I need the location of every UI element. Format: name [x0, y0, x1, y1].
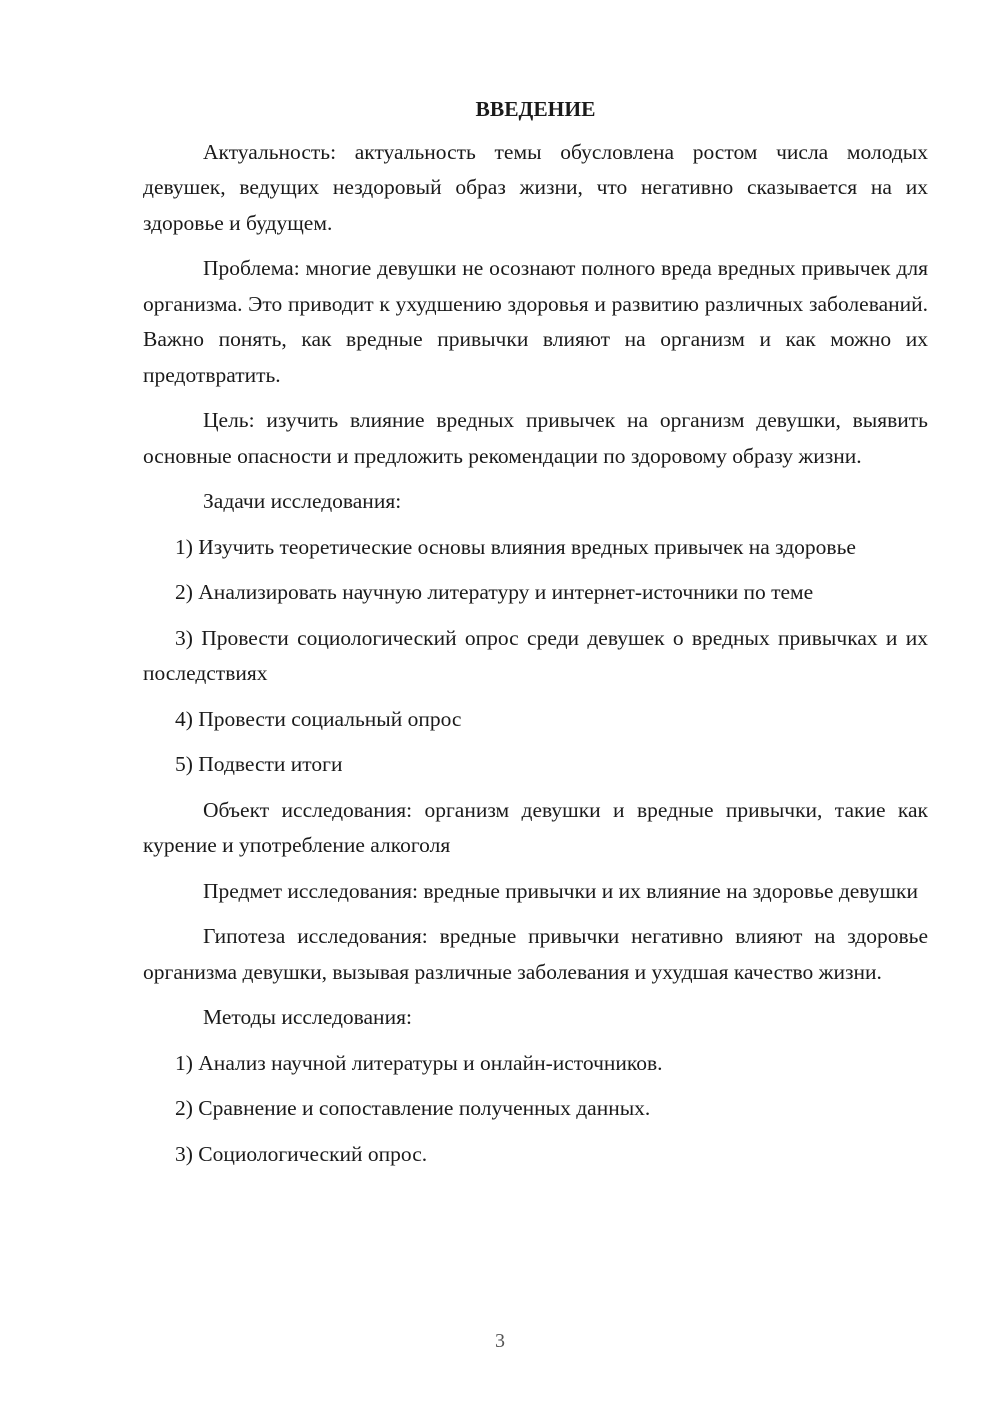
task-item-3: 3) Провести социологический опрос среди девушек о вредных привычках и их последствиях [143, 625, 928, 685]
method-item-2: 2) Сравнение и сопоставление полученных данных. [175, 1096, 651, 1120]
page-title: ВВЕДЕНИЕ [475, 97, 596, 121]
task-item-1: 1) Изучить теоретические основы влияния вредных привычек на здоровье [175, 534, 856, 559]
method-item-3: 3) Социологический опрос. [175, 1141, 428, 1166]
hypothesis-paragraph: Гипотеза исследования: вредные привычки негативно влияют на здоровье организма девушки, вызывая различные заболевания и ухудшая качество жизни. [143, 924, 928, 984]
task-item-5: 5) Подвести итоги [175, 752, 343, 776]
task-item-2: 2) Анализировать научную литературу и интернет-источники по теме [175, 580, 814, 604]
page-number: 3 [495, 1330, 505, 1352]
task-item-4: 4) Провести социальный опрос [175, 706, 462, 731]
methods-heading: Методы исследования: [203, 1005, 412, 1029]
object-paragraph: Объект исследования: организм девушки и вредные привычки, такие как курение и употребление алкоголя [143, 797, 928, 857]
problem-paragraph: Проблема: многие девушки не осознают полного вреда вредных привычек для организма. Это приводит к ухудшению здоровья и развитию различных заболеваний. Важно понять, как вредные привычки влияют на организм и как можно их предотвратить. [143, 256, 928, 387]
relevance-paragraph: Актуальность: актуальность темы обусловлена ростом числа молодых девушек, ведущих нездоровый образ жизни, что негативно сказывается на их здоровье и будущем. [143, 139, 928, 235]
method-item-1: 1) Анализ научной литературы и онлайн-источников. [175, 1050, 663, 1075]
goal-paragraph: Цель: изучить влияние вредных привычек на организм девушки, выявить основные опасности и предложить рекомендации по здоровому образу жизни. [143, 408, 928, 468]
tasks-heading: Задачи исследования: [203, 489, 402, 513]
subject-paragraph: Предмет исследования: вредные привычки и их влияние на здоровье девушки [203, 878, 918, 903]
document-page [143, 92, 928, 1182]
